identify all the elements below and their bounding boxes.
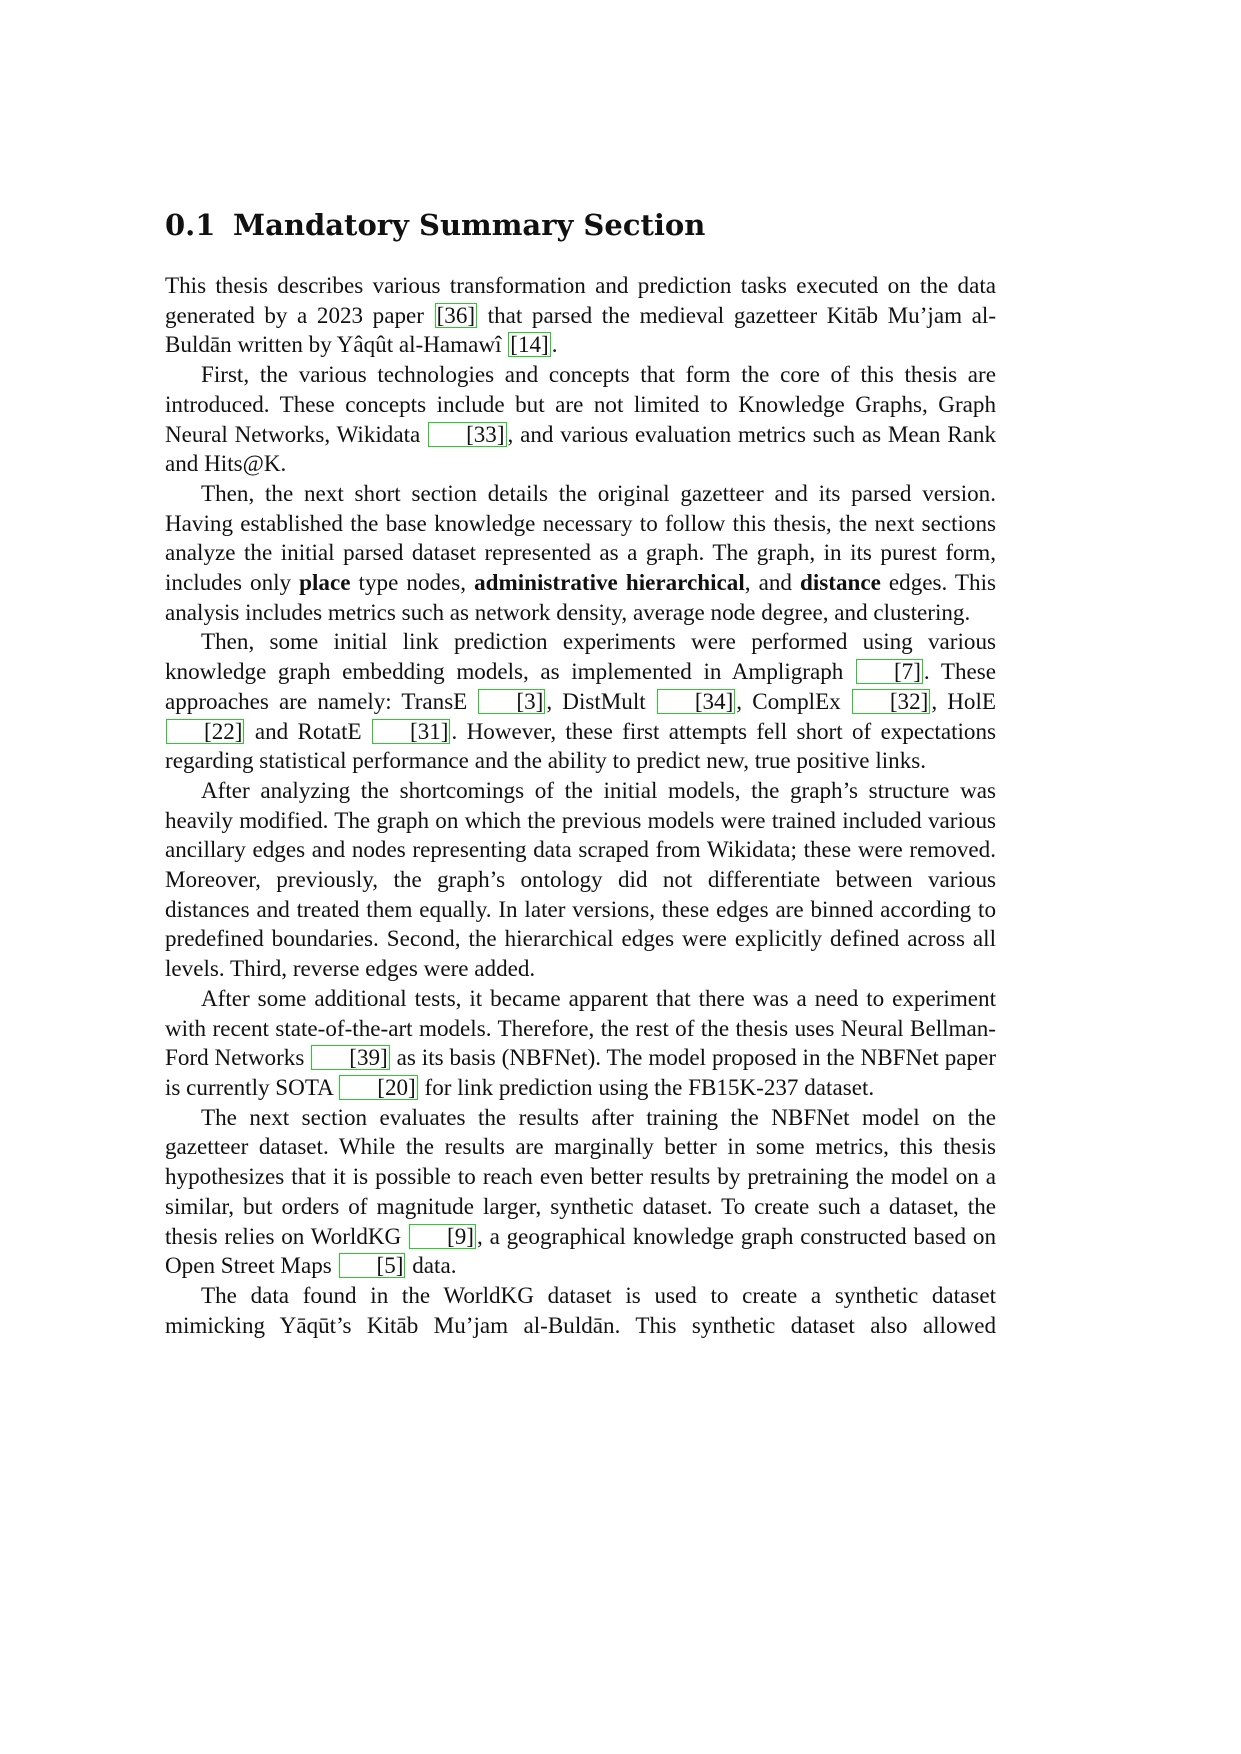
text-run: , a geographical knowledge graph constructed based on Open Street Maps	[165, 1222, 996, 1279]
text-run: . These approaches are namely: TransE	[165, 658, 996, 714]
citation-link[interactable]: [36]	[436, 301, 476, 328]
text-run: and RotatE	[245, 717, 371, 744]
paragraph	[165, 776, 996, 984]
citation-link[interactable]: [32]	[852, 689, 930, 714]
text-run: Then, the next short section details the original gazetteer and its parsed version. Having established the base knowledge necessary to follow this thesis, the next sections analyze the initial parsed dataset represented as a graph. The graph, in its purest form, includes only	[165, 479, 996, 596]
section-number: 0.1	[165, 208, 216, 242]
citation-link[interactable]: [14]	[510, 331, 549, 358]
citation-link[interactable]: [5]	[339, 1253, 406, 1278]
citation-link[interactable]: [33]	[428, 422, 506, 447]
text-run: , ComplEx	[736, 687, 851, 714]
text-run: The data found in the WorldKG dataset is used to create a synthetic dataset mimicking Yāqūt’s Kitāb Mu’jam al-Buldān. This synthetic dataset also allowed	[165, 1281, 996, 1338]
citation-link[interactable]: [22]	[166, 719, 244, 744]
text-run: that parsed the medieval gazetteer Kitāb Mu’jam al-Buldān written by Yâqût al-Hamawî	[165, 301, 997, 358]
citation-link[interactable]: [39]	[311, 1045, 389, 1070]
paragraph	[165, 1103, 996, 1281]
citation-link[interactable]: [7]	[856, 659, 923, 684]
text-run: type nodes,	[350, 569, 475, 596]
text-run: This thesis describes various transformation and prediction tasks executed on the data generated by a 2023 paper	[165, 272, 996, 328]
text-run: for link prediction using the FB15K-237 dataset.	[418, 1073, 875, 1100]
paragraph	[165, 479, 996, 628]
paragraph	[165, 271, 996, 360]
citation-link[interactable]: [3]	[478, 689, 545, 714]
text-run: After analyzing the shortcomings of the initial models, the graph’s structure was heavily modified. The graph on which the previous models were trained included various ancillary edges and nodes representing data scraped from Wikidata; these were removed. Moreover, previously, the graph’s ontology did not differentiate between various distances and treated them equally. In later versions, these edges are binned according to predefined boundaries. Second, the hierarchical edges were explicitly defined across all levels. Third, reverse edges were added.	[165, 776, 996, 982]
paragraph	[165, 984, 996, 1103]
section-title: Mandatory Summary Section	[233, 208, 706, 242]
bold-term: administrative hierarchical	[474, 569, 745, 596]
text-run: Then, some initial link prediction experiments were performed using various knowledge graph embedding models, as implemented in Ampligraph	[165, 628, 996, 685]
text-run: , and various evaluation metrics such as Mean Rank and Hits@K.	[165, 420, 996, 477]
text-run: as its basis (NBFNet). The model proposed in the NBFNet paper is currently SOTA	[165, 1044, 997, 1100]
citation-link[interactable]: [34]	[657, 689, 735, 714]
page-body	[165, 205, 996, 1340]
text-run: edges. This analysis includes metrics such as network density, average node degree, and clustering.	[165, 569, 996, 625]
text-run: .	[551, 331, 558, 358]
citation-link[interactable]: [20]	[339, 1075, 417, 1100]
paragraph	[165, 360, 996, 479]
text-run: , and	[744, 569, 801, 596]
text-run: , DistMult	[546, 687, 656, 714]
text-run: . However, these first attempts fell short of expectations regarding statistical performance and the ability to predict new, true positive links.	[165, 717, 996, 774]
bold-term: place	[299, 569, 351, 596]
body-text	[165, 271, 996, 1340]
paragraph	[165, 1281, 996, 1340]
citation-link[interactable]: [9]	[409, 1224, 476, 1249]
text-run: First, the various technologies and concepts that form the core of this thesis are introduced. These concepts include but are not limited to Knowledge Graphs, Graph Neural Networks, Wikidata	[165, 361, 996, 447]
text-run: After some additional tests, it became apparent that there was a need to experiment with recent state-of-the-art models. Therefore, the rest of the thesis uses Neural Bellman-Ford Networks	[165, 984, 996, 1071]
section-heading	[165, 205, 996, 245]
citation-link[interactable]: [31]	[372, 719, 450, 744]
bold-term: distance	[800, 569, 881, 596]
text-run: , HolE	[931, 687, 996, 714]
text-run: The next section evaluates the results after training the NBFNet model on the gazetteer dataset. While the results are marginally better in some metrics, this thesis hypothesizes that it is possible to reach even better results by pretraining the model on a similar, but orders of magnitude larger, synthetic dataset. To create such a dataset, the thesis relies on WorldKG	[165, 1103, 996, 1249]
text-run: data.	[406, 1252, 457, 1279]
paragraph	[165, 627, 996, 776]
